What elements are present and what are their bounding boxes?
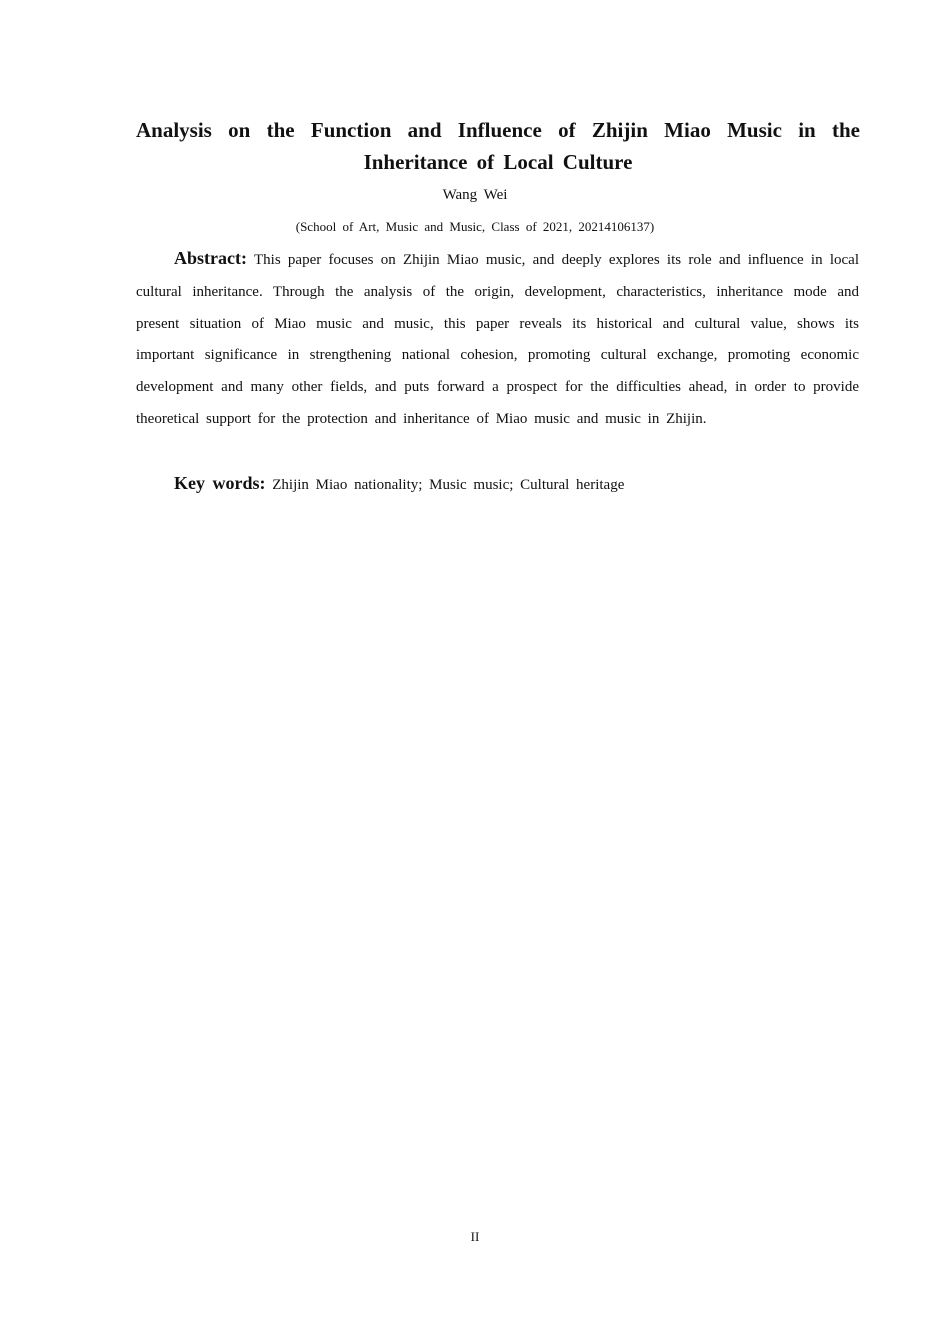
abstract-text: This paper focuses on Zhijin Miao music, and deeply explores its role and influence in local cultural inheritance. Through the analysis of the origin, development, characteristics, inheritance mode and present situation of Miao music and music, this paper reveals its historical and cultural value, shows its important significance in strengthening national cohesion, promoting cultural exchange, promoting economic development and many other fields, and puts forward a prospect for the difficulties ahead, in order to provide theoretical support for the protection and inheritance of Miao music and music in Zhijin. [136, 252, 859, 427]
abstract-label: Abstract: [174, 248, 247, 268]
author-name: Wang Wei [442, 187, 508, 203]
keywords-label: Key words: [174, 473, 266, 493]
keywords-paragraph [136, 468, 859, 500]
abstract-paragraph [136, 243, 859, 436]
paper-title [136, 114, 860, 178]
paper-title-line-1: Analysis on the Function and Influence of Zhijin Miao Music in the [136, 118, 860, 142]
author-affiliation: (School of Art, Music and Music, Class of 2021, 20214106137) [295, 219, 655, 234]
page-number: II [470, 1229, 480, 1244]
keywords-text: Zhijin Miao nationality; Music music; Cultural heritage [272, 477, 625, 493]
paper-title-line-2: Inheritance of Local Culture [363, 150, 633, 174]
